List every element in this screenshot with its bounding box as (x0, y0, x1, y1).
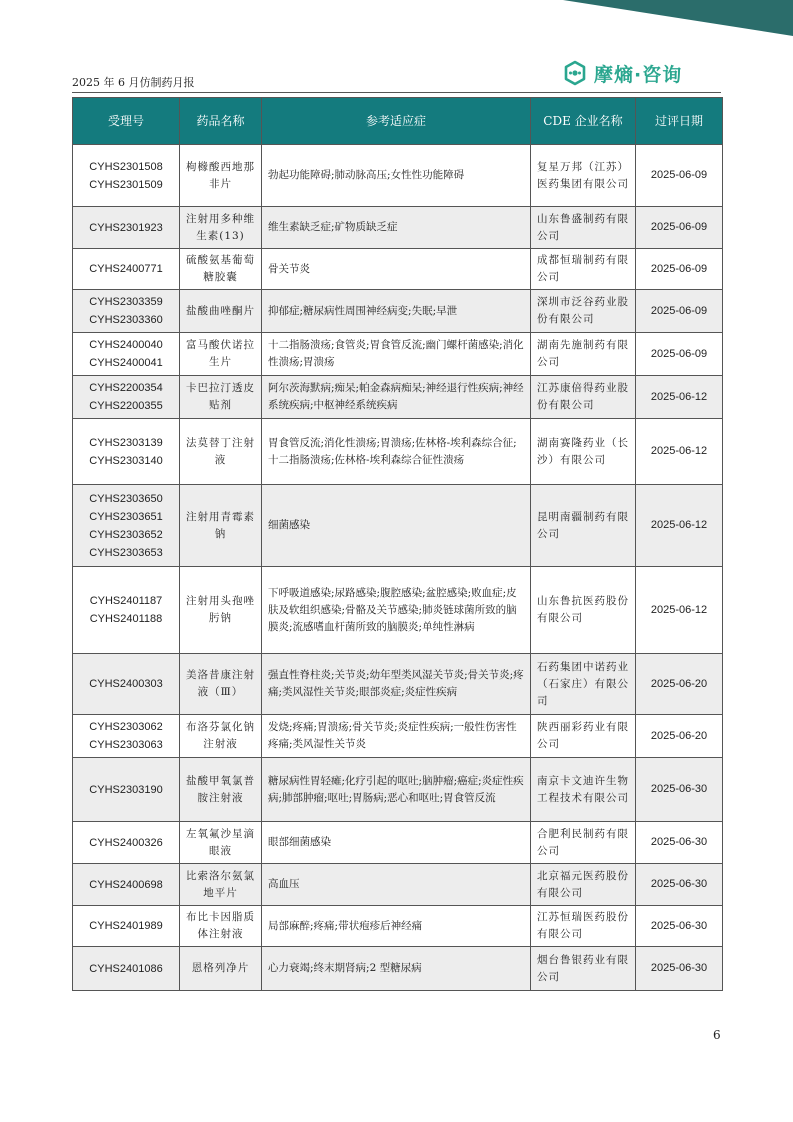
cell-approval-date: 2025-06-30 (636, 906, 723, 947)
acceptance-no: CYHS2303650 (89, 492, 163, 505)
table-row (73, 567, 723, 654)
cell-drug-name: 枸橼酸西地那非片 (180, 145, 262, 207)
table-row (73, 715, 723, 758)
table-row (73, 906, 723, 947)
cell-company: 复星万邦（江苏）医药集团有限公司 (531, 145, 636, 207)
cell-approval-date: 2025-06-30 (636, 822, 723, 864)
cell-indication: 细菌感染 (262, 485, 531, 567)
cell-drug-name: 注射用青霉素钠 (180, 485, 262, 567)
cell-drug-name: 比索洛尔氨氯地平片 (180, 864, 262, 906)
acceptance-no: CYHS2400040 (89, 339, 163, 351)
cell-company: 石药集团中诺药业（石家庄）有限公司 (531, 654, 636, 715)
acceptance-no: CYHS2303140 (89, 454, 163, 467)
generic-drug-table (72, 97, 723, 991)
cell-approval-date: 2025-06-09 (636, 249, 723, 290)
cell-acceptance-no (73, 822, 180, 864)
corner-decoration (563, 0, 793, 36)
cell-drug-name: 美洛昔康注射液（Ⅲ） (180, 654, 262, 715)
cell-indication: 高血压 (262, 864, 531, 906)
cell-indication: 心力衰竭;终末期肾病;2 型糖尿病 (262, 947, 531, 991)
cell-drug-name: 布比卡因脂质体注射液 (180, 906, 262, 947)
acceptance-no: CYHS2301508 (89, 160, 163, 173)
cell-indication: 阿尔茨海默病;痴呆;帕金森病痴呆;神经退行性疾病;神经系统疾病;中枢神经系统疾病 (262, 376, 531, 419)
cell-company: 湖南赛隆药业（长沙）有限公司 (531, 419, 636, 485)
table-row (73, 654, 723, 715)
column-header-approval-date: 过评日期 (636, 98, 723, 145)
brand-name: 摩熵·咨询 (594, 63, 683, 86)
cell-acceptance-no (73, 864, 180, 906)
acceptance-no: CYHS2303062 (89, 721, 163, 733)
cell-drug-name: 布洛芬氯化钠注射液 (180, 715, 262, 758)
cell-indication: 胃食管反流;消化性溃疡;胃溃疡;佐林格-埃利森综合征;十二指肠溃疡;佐林格-埃利森综合征性溃疡 (262, 419, 531, 485)
brand-logo (562, 58, 682, 88)
acceptance-no: CYHS2303653 (89, 546, 163, 559)
cell-acceptance-no (73, 654, 180, 715)
cell-indication: 维生素缺乏症;矿物质缺乏症 (262, 207, 531, 249)
acceptance-no: CYHS2401187 (89, 595, 163, 607)
column-header-drug-name: 药品名称 (180, 98, 262, 145)
cell-drug-name: 硫酸氨基葡萄糖胶囊 (180, 249, 262, 290)
acceptance-no: CYHS2400041 (89, 357, 163, 369)
cell-approval-date: 2025-06-12 (636, 485, 723, 567)
cell-drug-name: 注射用头孢唑肟钠 (180, 567, 262, 654)
acceptance-no: CYHS2303139 (89, 436, 163, 449)
cell-company: 深圳市泛谷药业股份有限公司 (531, 290, 636, 333)
cell-acceptance-no (73, 947, 180, 991)
cell-drug-name: 卡巴拉汀透皮贴剂 (180, 376, 262, 419)
cell-acceptance-no (73, 207, 180, 249)
acceptance-no: CYHS2401188 (89, 613, 163, 625)
cell-drug-name: 左氧氟沙星滴眼液 (180, 822, 262, 864)
cell-company: 江苏恒瑞医药股份有限公司 (531, 906, 636, 947)
cell-company: 山东鲁抗医药股份有限公司 (531, 567, 636, 654)
table-row (73, 333, 723, 376)
acceptance-no: CYHS2400326 (89, 836, 163, 849)
cell-acceptance-no (73, 376, 180, 419)
header-rule (72, 92, 721, 93)
cell-approval-date: 2025-06-12 (636, 376, 723, 419)
cell-company: 山东鲁盛制药有限公司 (531, 207, 636, 249)
cell-indication: 局部麻醉;疼痛;带状疱疹后神经痛 (262, 906, 531, 947)
table-header-row (73, 98, 723, 145)
acceptance-no: CYHS2200354 (89, 382, 163, 394)
cell-acceptance-no (73, 906, 180, 947)
cell-company: 湖南先施制药有限公司 (531, 333, 636, 376)
table-row (73, 485, 723, 567)
cell-approval-date: 2025-06-30 (636, 864, 723, 906)
acceptance-no: CYHS2303360 (89, 314, 163, 326)
acceptance-no: CYHS2303190 (89, 783, 163, 796)
cell-indication: 眼部细菌感染 (262, 822, 531, 864)
cell-indication: 勃起功能障碍;肺动脉高压;女性性功能障碍 (262, 145, 531, 207)
acceptance-no: CYHS2400698 (89, 878, 163, 891)
cell-approval-date: 2025-06-09 (636, 333, 723, 376)
cell-drug-name: 盐酸甲氧氯普胺注射液 (180, 758, 262, 822)
acceptance-no: CYHS2301509 (89, 178, 163, 191)
cell-indication: 十二指肠溃疡;食管炎;胃食管反流;幽门螺杆菌感染;消化性溃疡;胃溃疡 (262, 333, 531, 376)
table-row (73, 758, 723, 822)
cell-approval-date: 2025-06-09 (636, 145, 723, 207)
cell-company: 陕西丽彩药业有限公司 (531, 715, 636, 758)
acceptance-no: CYHS2303063 (89, 739, 163, 751)
table-row (73, 376, 723, 419)
table-row (73, 290, 723, 333)
table-row (73, 419, 723, 485)
cell-acceptance-no (73, 333, 180, 376)
acceptance-no: CYHS2301923 (89, 221, 163, 234)
cell-company: 合肥利民制药有限公司 (531, 822, 636, 864)
cell-approval-date: 2025-06-30 (636, 947, 723, 991)
cell-approval-date: 2025-06-20 (636, 654, 723, 715)
table-row (73, 207, 723, 249)
column-header-indication: 参考适应症 (262, 98, 531, 145)
page-number: 6 (713, 1028, 721, 1042)
cell-approval-date: 2025-06-12 (636, 419, 723, 485)
cell-indication: 抑郁症;糖尿病性周围神经病变;失眠;早泄 (262, 290, 531, 333)
cell-company: 昆明南疆制药有限公司 (531, 485, 636, 567)
cell-indication: 强直性脊柱炎;关节炎;幼年型类风湿关节炎;骨关节炎;疼痛;类风湿性关节炎;眼部炎症;炎症性疾病 (262, 654, 531, 715)
table-row (73, 145, 723, 207)
table-row (73, 822, 723, 864)
cell-acceptance-no (73, 145, 180, 207)
table-row (73, 947, 723, 991)
cell-company: 北京福元医药股份有限公司 (531, 864, 636, 906)
cell-acceptance-no (73, 567, 180, 654)
cell-acceptance-no (73, 715, 180, 758)
acceptance-no: CYHS2303652 (89, 528, 163, 541)
acceptance-no: CYHS2400771 (89, 263, 163, 275)
acceptance-no: CYHS2200355 (89, 400, 163, 412)
cell-approval-date: 2025-06-09 (636, 290, 723, 333)
acceptance-no: CYHS2401086 (89, 962, 163, 975)
cell-indication: 发烧;疼痛;胃溃疡;骨关节炎;炎症性疾病;一般性伤害性疼痛;类风湿性关节炎 (262, 715, 531, 758)
acceptance-no: CYHS2303651 (89, 510, 163, 523)
cell-company: 南京卡文迪许生物工程技术有限公司 (531, 758, 636, 822)
table-row (73, 249, 723, 290)
cell-acceptance-no (73, 249, 180, 290)
cell-indication: 骨关节炎 (262, 249, 531, 290)
cell-company: 江苏康倍得药业股份有限公司 (531, 376, 636, 419)
column-header-acceptance-no: 受理号 (73, 98, 180, 145)
cell-approval-date: 2025-06-09 (636, 207, 723, 249)
cell-drug-name: 恩格列净片 (180, 947, 262, 991)
cell-drug-name: 盐酸曲唑酮片 (180, 290, 262, 333)
cell-acceptance-no (73, 485, 180, 567)
cell-company: 成都恒瑞制药有限公司 (531, 249, 636, 290)
cell-approval-date: 2025-06-12 (636, 567, 723, 654)
acceptance-no: CYHS2303359 (89, 296, 163, 308)
report-title: 2025 年 6 月仿制药月报 (72, 76, 195, 89)
acceptance-no: CYHS2400303 (89, 678, 163, 690)
column-header-company: CDE 企业名称 (531, 98, 636, 145)
cell-indication: 下呼吸道感染;尿路感染;腹腔感染;盆腔感染;败血症;皮肤及软组织感染;骨骼及关节感染;肺炎链球菌所致的脑膜炎;流感嗜血杆菌所致的脑膜炎;单纯性淋病 (262, 567, 531, 654)
cell-approval-date: 2025-06-20 (636, 715, 723, 758)
cell-acceptance-no (73, 290, 180, 333)
table-body (73, 145, 723, 991)
cell-acceptance-no (73, 758, 180, 822)
acceptance-no: CYHS2401989 (89, 920, 163, 932)
table-row (73, 864, 723, 906)
cell-drug-name: 法莫替丁注射液 (180, 419, 262, 485)
cell-company: 烟台鲁银药业有限公司 (531, 947, 636, 991)
brand-mark-icon (562, 60, 588, 86)
cell-indication: 糖尿病性胃轻瘫;化疗引起的呕吐;脑肿瘤;癌症;炎症性疾病;肺部肿瘤;呕吐;胃肠病;恶心和呕吐;胃食管反流 (262, 758, 531, 822)
cell-acceptance-no (73, 419, 180, 485)
cell-drug-name: 富马酸伏诺拉生片 (180, 333, 262, 376)
cell-approval-date: 2025-06-30 (636, 758, 723, 822)
cell-drug-name: 注射用多种维生素(13) (180, 207, 262, 249)
